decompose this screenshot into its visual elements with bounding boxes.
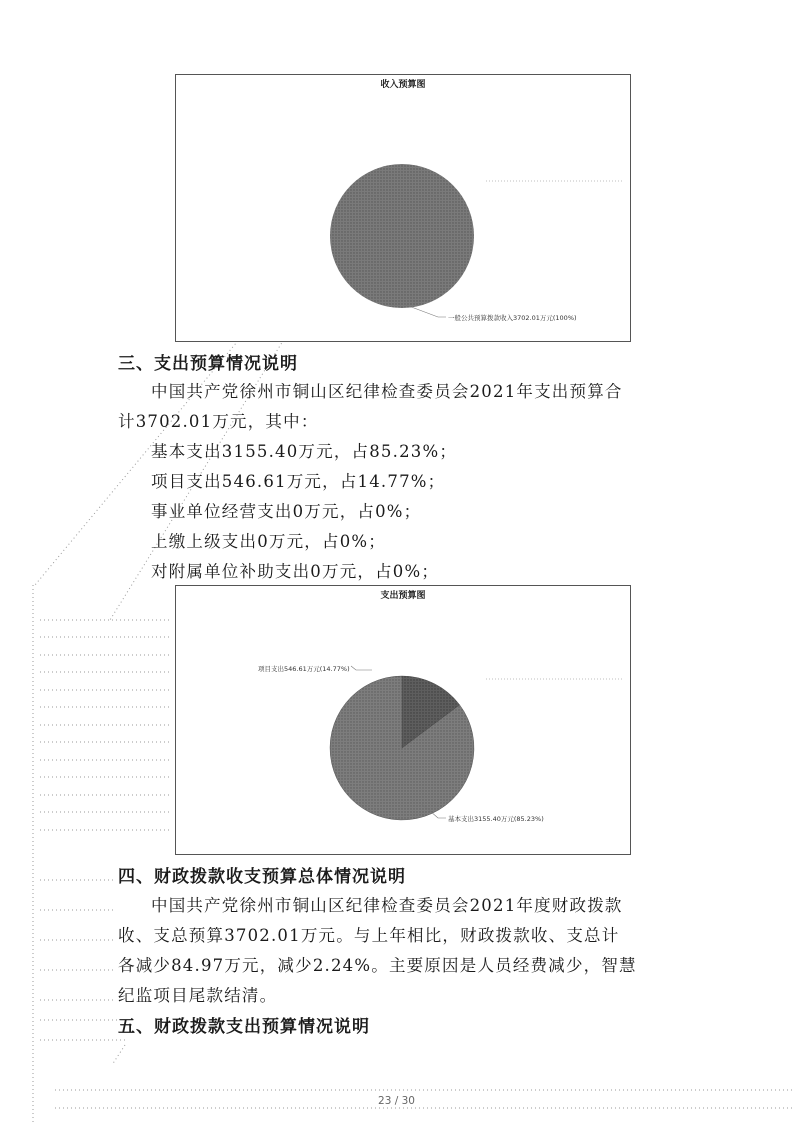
expense-chart xyxy=(175,585,631,855)
income-pie-svg xyxy=(176,75,630,341)
income-chart xyxy=(175,74,631,342)
section3-intro-line2: 计3702.01万元，其中： xyxy=(118,412,319,431)
section3-heading: 三、支出预算情况说明 xyxy=(118,354,298,374)
income-slice-label: 一般公共预算拨款收入3702.01万元(100%) xyxy=(448,314,577,322)
expense-chart-title: 支出预算图 xyxy=(380,591,426,601)
section4-line4: 纪监项目尾款结清。 xyxy=(118,986,278,1005)
section4-heading: 四、财政拨款收支预算总体情况说明 xyxy=(118,867,406,887)
section3-intro-line1: 中国共产党徐州市铜山区纪律检查委员会2021年支出预算合 xyxy=(151,382,623,401)
expense-pie-svg xyxy=(176,586,630,854)
section4-line2: 收、支总预算3702.01万元。与上年相比，财政拨款收、支总计 xyxy=(118,926,620,945)
expense-leader-project xyxy=(351,666,372,670)
expense-label-project: 项目支出546.61万元(14.77%) xyxy=(258,665,350,673)
section4-line3: 各减少84.97万元，减少2.24%。主要原因是人员经费减少，智慧 xyxy=(118,956,637,975)
expense-item-subsidy: 对附属单位补助支出0万元，占0%； xyxy=(151,562,440,581)
expense-item-business: 事业单位经营支出0万元，占0%； xyxy=(151,502,422,521)
income-slice-general-budget xyxy=(330,164,474,308)
expense-item-project: 项目支出546.61万元，占14.77%； xyxy=(151,472,446,491)
section4-line1: 中国共产党徐州市铜山区纪律检查委员会2021年度财政拨款 xyxy=(151,896,623,915)
page-number: 23 / 30 xyxy=(378,1095,415,1107)
section5-heading: 五、财政拨款支出预算情况说明 xyxy=(118,1017,370,1037)
expense-item-upper: 上缴上级支出0万元，占0%； xyxy=(151,532,386,551)
income-chart-title: 收入预算图 xyxy=(380,80,426,90)
expense-item-basic: 基本支出3155.40万元，占85.23%； xyxy=(151,442,458,461)
expense-label-basic: 基本支出3155.40万元(85.23%) xyxy=(448,815,544,823)
